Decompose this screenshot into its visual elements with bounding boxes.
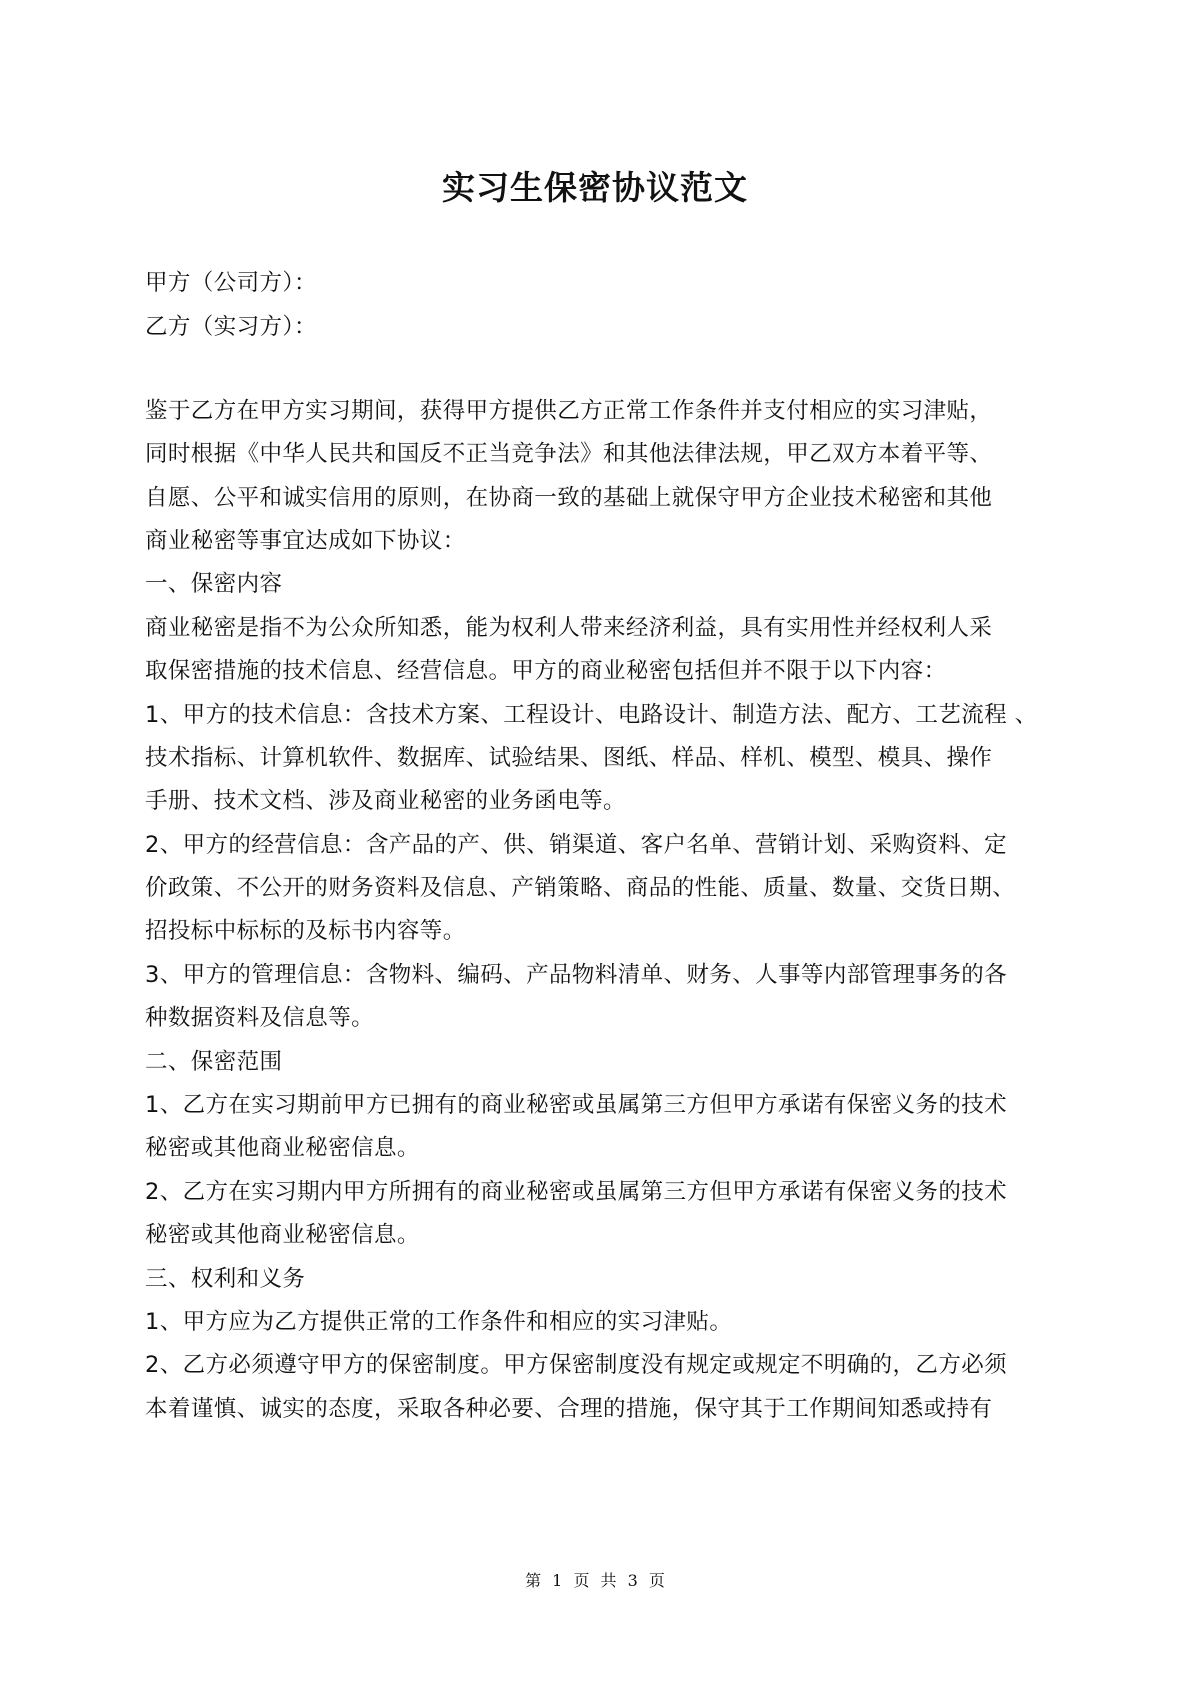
paragraph-line: 2、甲方的经营信息：含产品的产、供、销渠道、客户名单、营销计划、采购资料、定 [145, 832, 1008, 858]
paragraph-line: 商业秘密是指不为公众所知悉，能为权利人带来经济利益，具有实用性并经权利人采 [145, 615, 993, 641]
paragraph-line: 秘密或其他商业秘密信息。 [145, 1222, 420, 1248]
section-heading-3: 三、权利和义务 [145, 1266, 306, 1292]
paragraph-line: 商业秘密等事宜达成如下协议： [145, 528, 466, 554]
paragraph-line: 本着谨慎、诚实的态度，采取各种必要、合理的措施，保守其于工作期间知悉或持有 [145, 1396, 993, 1422]
paragraph-line: 鉴于乙方在甲方实习期间，获得甲方提供乙方正常工作条件并支付相应的实习津贴， [145, 398, 993, 424]
section-heading-1: 一、保密内容 [145, 571, 283, 597]
paragraph-line: 3、甲方的管理信息：含物料、编码、产品物料清单、财务、人事等内部管理事务的各 [145, 962, 1008, 988]
paragraph-line: 取保密措施的技术信息、经营信息。甲方的商业秘密包括但并不限于以下内容： [145, 658, 947, 684]
paragraph-line: 自愿、公平和诚实信用的原则，在协商一致的基础上就保守甲方企业技术秘密和其他 [145, 485, 993, 511]
paragraph-line: 同时根据《中华人民共和国反不正当竞争法》和其他法律法规，甲乙双方本着平等、 [145, 441, 993, 467]
paragraph-line: 2、乙方必须遵守甲方的保密制度。甲方保密制度没有规定或规定不明确的，乙方必须 [145, 1352, 1008, 1378]
party-a-line: 甲方（公司方）： [145, 270, 317, 296]
section-heading-2: 二、保密范围 [145, 1049, 283, 1075]
page-number: 第 1 页 共 3 页 [525, 1571, 665, 1590]
paragraph-line: 招投标中标标的及标书内容等。 [145, 918, 466, 944]
paragraph-line: 1、甲方应为乙方提供正常的工作条件和相应的实习津贴。 [145, 1309, 733, 1335]
paragraph-line: 种数据资料及信息等。 [145, 1005, 375, 1031]
document-title: 实习生保密协议范文 [442, 168, 748, 207]
party-b-line: 乙方（实习方）： [145, 314, 317, 340]
paragraph-line: 2、乙方在实习期内甲方所拥有的商业秘密或虽属第三方但甲方承诺有保密义务的技术 [145, 1179, 1008, 1205]
paragraph-line: 1、甲方的技术信息：含技术方案、工程设计、电路设计、制造方法、配方、工艺流程 、 [145, 702, 1038, 728]
paragraph-line: 秘密或其他商业秘密信息。 [145, 1135, 420, 1161]
paragraph-line: 技术指标、计算机软件、数据库、试验结果、图纸、样品、样机、模型、模具、操作 [145, 745, 993, 771]
paragraph-line: 价政策、不公开的财务资料及信息、产销策略、商品的性能、质量、数量、交货日期、 [145, 875, 1016, 901]
paragraph-line: 手册、技术文档、涉及商业秘密的业务函电等。 [145, 788, 626, 814]
paragraph-line: 1、乙方在实习期前甲方已拥有的商业秘密或虽属第三方但甲方承诺有保密义务的技术 [145, 1092, 1008, 1118]
